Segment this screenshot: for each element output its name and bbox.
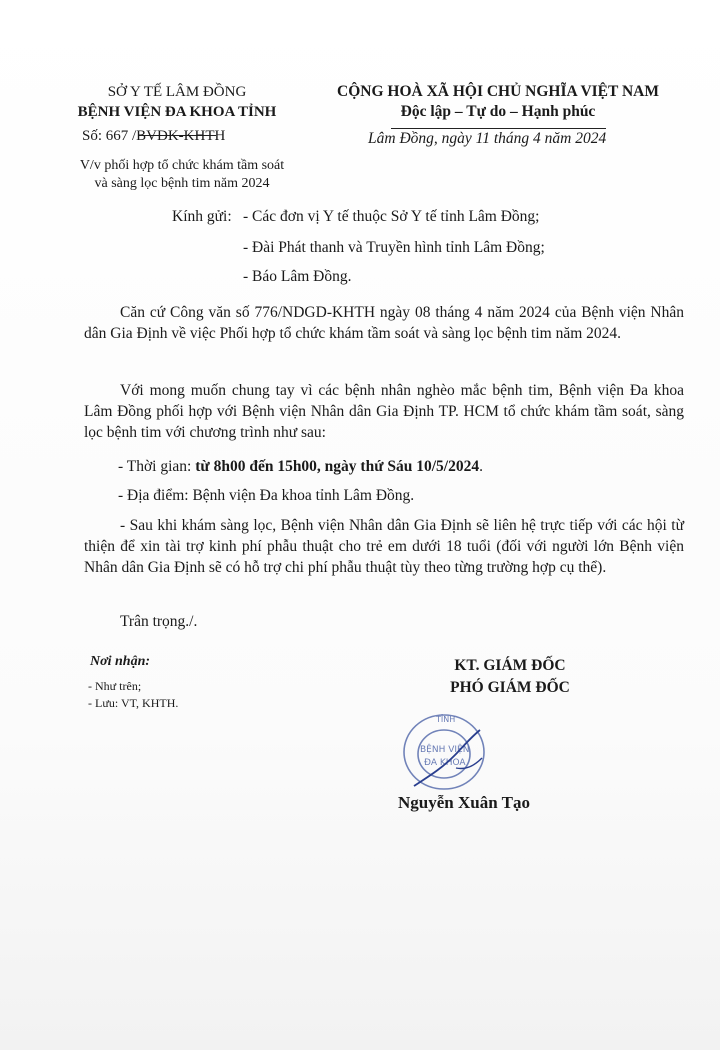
signature-line-2: PHÓ GIÁM ĐỐC: [450, 679, 570, 696]
recipient-item: - Báo Lâm Đồng.: [243, 268, 352, 285]
signature-line-1: KT. GIÁM ĐỐC: [454, 657, 566, 674]
subject-line-1: V/v phối hợp tổ chức khám tầm soát: [79, 158, 285, 173]
recipients-label: Kính gửi:: [172, 208, 232, 225]
subject-line-2: và sàng lọc bệnh tim năm 2024: [94, 176, 270, 191]
time-end: .: [479, 458, 483, 475]
country-title: CỘNG HOÀ XÃ HỘI CHỦ NGHĨA VIỆT NAM: [337, 83, 659, 100]
paragraph-purpose: Với mong muốn chung tay vì các bệnh nhân nghèo mắc bệnh tim, Bệnh viện Đa khoa Lâm Đồng phối hợp với Bệnh viện Nhân dân Gia Định TP. HCM tổ chức khám tầm soát, sàng lọc bệnh tim với chương trình như sau:: [84, 382, 684, 441]
motto: Độc lập – Tự do – Hạnh phúc: [400, 103, 596, 120]
paragraph-after-screening: - Sau khi khám sàng lọc, Bệnh viện Nhân dân Gia Định sẽ liên hệ trực tiếp với các hội từ thiện để xin tài trợ kinh phí phẫu thuật cho trẻ em dưới 18 tuổi (đối với người lớn Bệnh viện Nhân dân Gia Định sẽ có hỗ trợ chi phí phẫu thuật tùy theo từng trường hợp cụ thể).: [84, 517, 684, 576]
stamp-text-top: TỈNH: [436, 715, 456, 724]
closing: Trân trọng./.: [120, 613, 198, 630]
stamp-text-mid1: BỆNH VIỆN: [420, 745, 470, 755]
issuer-hospital: BỆNH VIỆN ĐA KHOA TỈNH: [77, 104, 277, 120]
noi-nhan-title: Nơi nhận:: [90, 654, 151, 669]
time-label: - Thời gian:: [118, 458, 196, 475]
time-line: [118, 456, 678, 477]
motto-underline: [328, 122, 668, 129]
noi-nhan-item: - Như trên;: [88, 679, 142, 693]
recipient-item: - Đài Phát thanh và Truyền hình tỉnh Lâm Đồng;: [243, 239, 545, 256]
stamp-text-mid2: ĐA KHOA: [424, 758, 466, 768]
issuer-org: SỞ Y TẾ LÂM ĐỒNG: [107, 84, 247, 100]
location-line: - Địa điểm: Bệnh viện Đa khoa tỉnh Lâm Đồng.: [118, 487, 415, 504]
paragraph-legal-basis: Căn cứ Công văn số 776/NDGD-KHTH ngày 08 tháng 4 năm 2024 của Bệnh viện Nhân dân Gia Định về việc Phối hợp tổ chức khám tầm soát và sàng lọc bệnh tim năm 2024.: [84, 304, 684, 342]
subject-block: [62, 157, 302, 193]
national-header: [328, 82, 668, 129]
signer-name: Nguyễn Xuân Tạo: [398, 793, 530, 812]
place-date: Lâm Đồng, ngày 11 tháng 4 năm 2024: [368, 130, 607, 147]
signature-title: [410, 655, 610, 699]
document-number: Số: 667 /BVĐK-KHTH: [82, 128, 226, 144]
hospital-stamp: [396, 708, 496, 798]
noi-nhan-item: - Lưu: VT, KHTH.: [88, 696, 179, 710]
time-value: từ 8h00 đến 15h00, ngày thứ Sáu 10/5/2024: [195, 458, 480, 475]
recipient-item: - Các đơn vị Y tế thuộc Sở Y tế tỉnh Lâm Đồng;: [243, 208, 540, 225]
